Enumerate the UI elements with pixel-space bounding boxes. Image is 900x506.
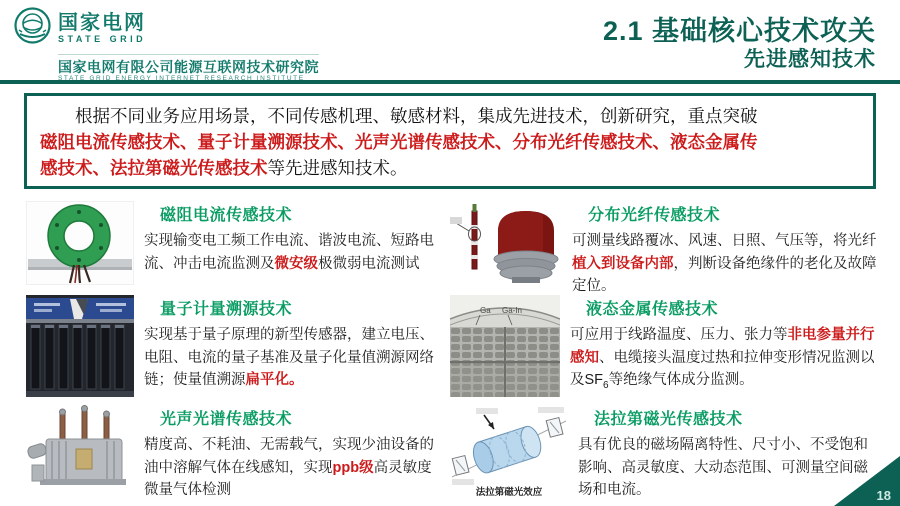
org-name-cn: 国家电网有限公司能源互联网技术研究院 (58, 59, 319, 75)
section-title: 磁阻电流传感技术 (160, 207, 293, 224)
intro-line: 根据不同业务应用场景，不同传感机理、敏感材料，集成先进技术，创新研究，重点突破 (40, 106, 758, 126)
org-name-en: STATE GRID ENERGY INTERNET RESEARCH INSTITUTE (58, 75, 305, 83)
section-title: 光声光谱传感技术 (160, 411, 293, 428)
right-column (450, 201, 878, 503)
technology-grid (0, 195, 900, 503)
section-description: 可测量线路覆冰、风速、日照、气压等，将光纤植入到设备内部，判断设备绝缘件的老化及故障定位。 (572, 233, 877, 294)
section-faraday-magneto-optic (450, 405, 878, 503)
section-distributed-fiber (450, 201, 878, 295)
transformer-model-image (26, 405, 134, 495)
liquid-metal-micrograph-image (450, 295, 560, 397)
section-description: 实现基于量子原理的新型传感器，建立电压、电阻、电流的量子基准及量子化量值溯源网络链；使量值溯源扁平化。 (144, 327, 434, 388)
quantum-standard-device-image (26, 295, 134, 397)
section-description: 具有优良的磁场隔离特性、尺寸小、不受饱和影响、高灵敏度、大动态范围、可测量空间磁场和电流。 (578, 437, 868, 498)
left-column (26, 201, 442, 503)
slide-title-sub: 先进感知技术 (744, 48, 876, 72)
fiber-insulator-image (450, 201, 562, 285)
intro-line: 感技术、法拉第磁光传感技术等先进感知技术。 (40, 158, 408, 178)
section-title: 分布光纤传感技术 (588, 207, 721, 224)
section-photoacoustic-spectroscopy (26, 405, 442, 503)
section-description: 实现输变电工频工作电流、谐波电流、短路电流、冲击电流监测及微安级极微弱电流测试 (144, 233, 434, 272)
brand-name-cn: 国家电网 (58, 11, 146, 34)
section-description: 可应用于线路温度、压力、张力等非电参量并行感知、电缆接头温度过热和拉伸变形情况监测以及$SF_6$等绝缘气体成分监测。 (570, 327, 875, 391)
section-quantum-metrology (26, 295, 442, 405)
section-magnetoresistive-current (26, 201, 442, 295)
slide-title (603, 15, 876, 73)
slide-title-main: 2.1 基础核心技术攻关 (602, 16, 876, 46)
state-grid-logo (14, 7, 319, 83)
section-description: 精度高、不耗油、无需载气，实现少油设备的油中溶解气体在线感知，实现ppb级高灵敏度微量气体检测 (144, 437, 434, 498)
micrograph-label-gain: Ga-In (502, 306, 523, 315)
section-title: 法拉第磁光传感技术 (594, 411, 743, 428)
state-grid-emblem-icon (14, 7, 51, 49)
faraday-diagram-caption: 法拉第磁光效应 (475, 487, 543, 498)
brand-name-en: STATE GRID (58, 33, 147, 44)
toroidal-current-sensor-image (26, 201, 134, 285)
header (0, 0, 900, 83)
section-liquid-metal (450, 295, 878, 405)
section-title: 液态金属传感技术 (586, 301, 719, 318)
micrograph-label-ga: Ga (480, 306, 491, 315)
intro-text-box (24, 93, 876, 189)
faraday-effect-diagram-image (450, 405, 568, 499)
intro-line: 磁阻电流传感技术、量子计量溯源技术、光声光谱传感技术、分布光纤传感技术、液态金属传 (40, 132, 758, 152)
section-title: 量子计量溯源技术 (160, 301, 293, 318)
page-number: 18 (876, 488, 891, 503)
